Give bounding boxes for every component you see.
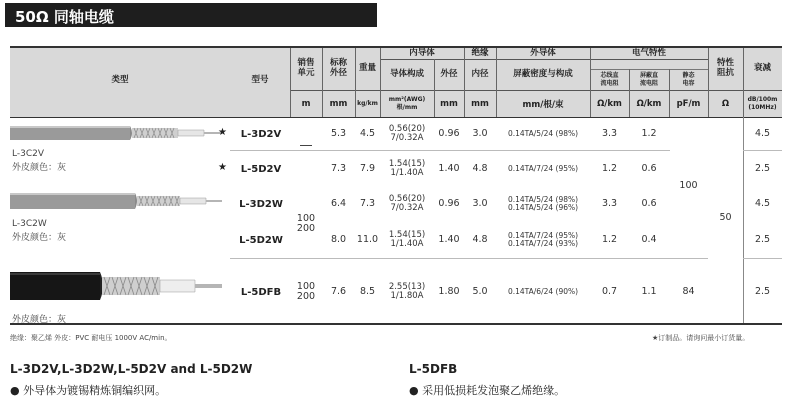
unit-capacitance: pF/m (676, 98, 701, 109)
header-divider (10, 117, 782, 118)
value-weight: 4.5 (359, 127, 376, 139)
header-inner-conductor: 内导体 (409, 47, 435, 58)
cable-label-v-color: 外皮颜色：灰 (12, 163, 67, 173)
value-insulation-id: 4.8 (472, 162, 488, 174)
value-weight: 7.3 (359, 197, 376, 209)
row-sep-2 (230, 258, 670, 259)
value-inner-od: 1.80 (438, 285, 460, 297)
value-core-dcr: 1.2 (601, 162, 618, 174)
value-conductor: 1.54(15) 1/1.40A (388, 230, 426, 249)
coax-cable-gray-icon (10, 120, 225, 146)
unit-sales: m (301, 98, 311, 109)
merged-impedance: 50 (719, 211, 732, 223)
value-inner-od: 1.40 (438, 162, 460, 174)
value-shield: 0.14TA/5/24 (98%) (507, 129, 579, 139)
value-attenuation: 2.5 (754, 162, 771, 174)
model-label: L-5DFB (240, 286, 282, 298)
row-sep-1b (743, 150, 782, 151)
value-shield-dcr: 1.2 (641, 127, 657, 139)
unit-weight: kg/km (357, 99, 378, 107)
header-type: 类型 (111, 75, 129, 86)
value-od: 5.3 (330, 127, 347, 139)
value-capacitance: 84 (682, 285, 695, 297)
value-conductor: 2.55(13) 1/1.80A (388, 282, 426, 301)
value-shield: 0.14TA/5/24 (98%) 0.14TA/5/24 (96%) (507, 195, 579, 212)
row-sep-1 (230, 150, 670, 151)
value-shield-dcr: 0.6 (641, 162, 657, 174)
header-electrical: 电气特性 (631, 47, 666, 58)
header-inner-construction: 导体构成 (389, 68, 424, 79)
cable-label-v-name: L-3C2V (12, 149, 44, 159)
value-core-dcr: 1.2 (601, 233, 618, 245)
unit-inner-od: mm (440, 98, 458, 109)
value-shield-dcr: 0.6 (641, 197, 657, 209)
note-title-foam: L-5DFB (409, 362, 458, 376)
coax-cable-black-icon (10, 266, 225, 306)
header-sales-unit: 销售 单元 (297, 58, 315, 78)
spec-table (10, 46, 782, 326)
unit-od: mm (329, 98, 348, 109)
note-bullet-foam: ● 采用低损耗发泡聚乙烯绝缘。 (409, 384, 566, 397)
coax-cable-gray-icon (10, 188, 225, 214)
value-weight: 7.9 (359, 162, 376, 174)
unit-shield: mm/根/束 (522, 99, 564, 110)
unit-core-dcr: Ω/km (597, 98, 622, 109)
page-title: 50Ω 同轴电缆 (15, 8, 114, 26)
value-inner-od: 0.96 (438, 127, 460, 139)
value-od: 6.4 (330, 197, 347, 209)
value-od: 7.6 (330, 285, 347, 297)
unit-inner-construction: mm²(AWG) 根/mm (388, 96, 426, 111)
header-weight: 重量 (358, 63, 376, 74)
unit-attenuation: dB/100m (10MHz) (747, 96, 778, 111)
cable-label-w-color: 外皮颜色：灰 (12, 233, 67, 243)
value-insulation-id: 3.0 (472, 127, 488, 139)
header-insulation-id: 内径 (471, 68, 489, 79)
header-shield-dcr: 屏蔽直 流电阻 (639, 72, 658, 87)
value-attenuation: 2.5 (754, 233, 771, 245)
value-attenuation: 2.5 (754, 285, 771, 297)
header-capacitance: 静态 电容 (682, 72, 695, 87)
model-label: L-5D2V (240, 163, 282, 175)
value-insulation-id: 3.0 (472, 197, 488, 209)
value-core-dcr: 3.3 (601, 197, 618, 209)
value-inner-od: 1.40 (438, 233, 460, 245)
unit-shield-dcr: Ω/km (636, 98, 662, 109)
model-label: L-3D2V (240, 128, 282, 140)
header-nominal-od: 标称 外径 (329, 58, 347, 78)
value-core-dcr: 0.7 (601, 285, 618, 297)
value-attenuation: 4.5 (754, 197, 771, 209)
header-impedance: 特性 阻抗 (716, 58, 734, 78)
title-bar (5, 3, 377, 27)
value-weight: 8.5 (359, 285, 376, 297)
row-sep-2b (743, 258, 782, 259)
value-od: 8.0 (330, 233, 347, 245)
header-shield: 屏蔽密度与构成 (513, 68, 573, 79)
model-label: L-3D2W (239, 198, 283, 210)
value-insulation-id: 5.0 (472, 285, 488, 297)
custom-order-star: ★ (218, 162, 227, 173)
custom-order-star: ★ (218, 127, 227, 138)
row-sep-2-cap (669, 258, 708, 259)
header-outer-conductor: 外导体 (530, 47, 556, 58)
value-attenuation: 4.5 (754, 127, 771, 139)
value-conductor: 1.54(15) 1/1.40A (388, 159, 426, 178)
value-shield-dcr: 1.1 (641, 285, 657, 297)
cable-label-w-name: L-3C2W (12, 219, 47, 229)
value-conductor: 0.56(20) 7/0.32A (388, 194, 426, 213)
value-inner-od: 0.96 (438, 197, 460, 209)
unit-impedance: Ω (721, 98, 730, 109)
header-attenuation: 衰减 (753, 63, 771, 74)
table-bottom-border (10, 323, 782, 325)
sales-unit-value: 100 200 (296, 212, 316, 234)
footnote-right: ★订制品。请询问最小订货量。 (652, 334, 750, 342)
value-core-dcr: 3.3 (601, 127, 618, 139)
value-conductor: 0.56(20) 7/0.32A (388, 124, 426, 143)
value-od: 7.3 (330, 162, 347, 174)
value-weight: 11.0 (356, 233, 379, 245)
value-shield: 0.14TA/7/24 (95%) 0.14TA/7/24 (93%) (507, 231, 579, 248)
sales-unit-dash (300, 145, 312, 146)
model-label: L-5D2W (239, 234, 283, 246)
merged-capacitance: 100 (679, 179, 698, 191)
unit-insulation-id: mm (471, 98, 489, 109)
header-insulation: 绝缘 (471, 47, 489, 58)
value-shield: 0.14TA/6/24 (90%) (507, 287, 579, 297)
header-core-dcr: 芯线直 流电阻 (600, 72, 619, 87)
value-shield: 0.14TA/7/24 (95%) (507, 164, 579, 174)
cable-label-fb-color: 外皮颜色：灰 (12, 315, 67, 325)
sales-unit-value: 100 200 (296, 280, 316, 302)
value-shield-dcr: 0.4 (641, 233, 657, 245)
note-bullet-braided: ● 外导体为镀锡精炼铜编织网。 (10, 384, 167, 397)
header-model: 型号 (251, 75, 269, 86)
note-title-braided: L-3D2V,L-3D2W,L-5D2V and L-5D2W (10, 362, 253, 376)
header-inner-od: 外径 (440, 68, 458, 79)
value-insulation-id: 4.8 (472, 233, 488, 245)
electrical-group-line (590, 59, 708, 60)
footnote-left: 绝缘：聚乙烯 外皮：PVC 耐电压 1000V AC/min。 (10, 334, 172, 342)
